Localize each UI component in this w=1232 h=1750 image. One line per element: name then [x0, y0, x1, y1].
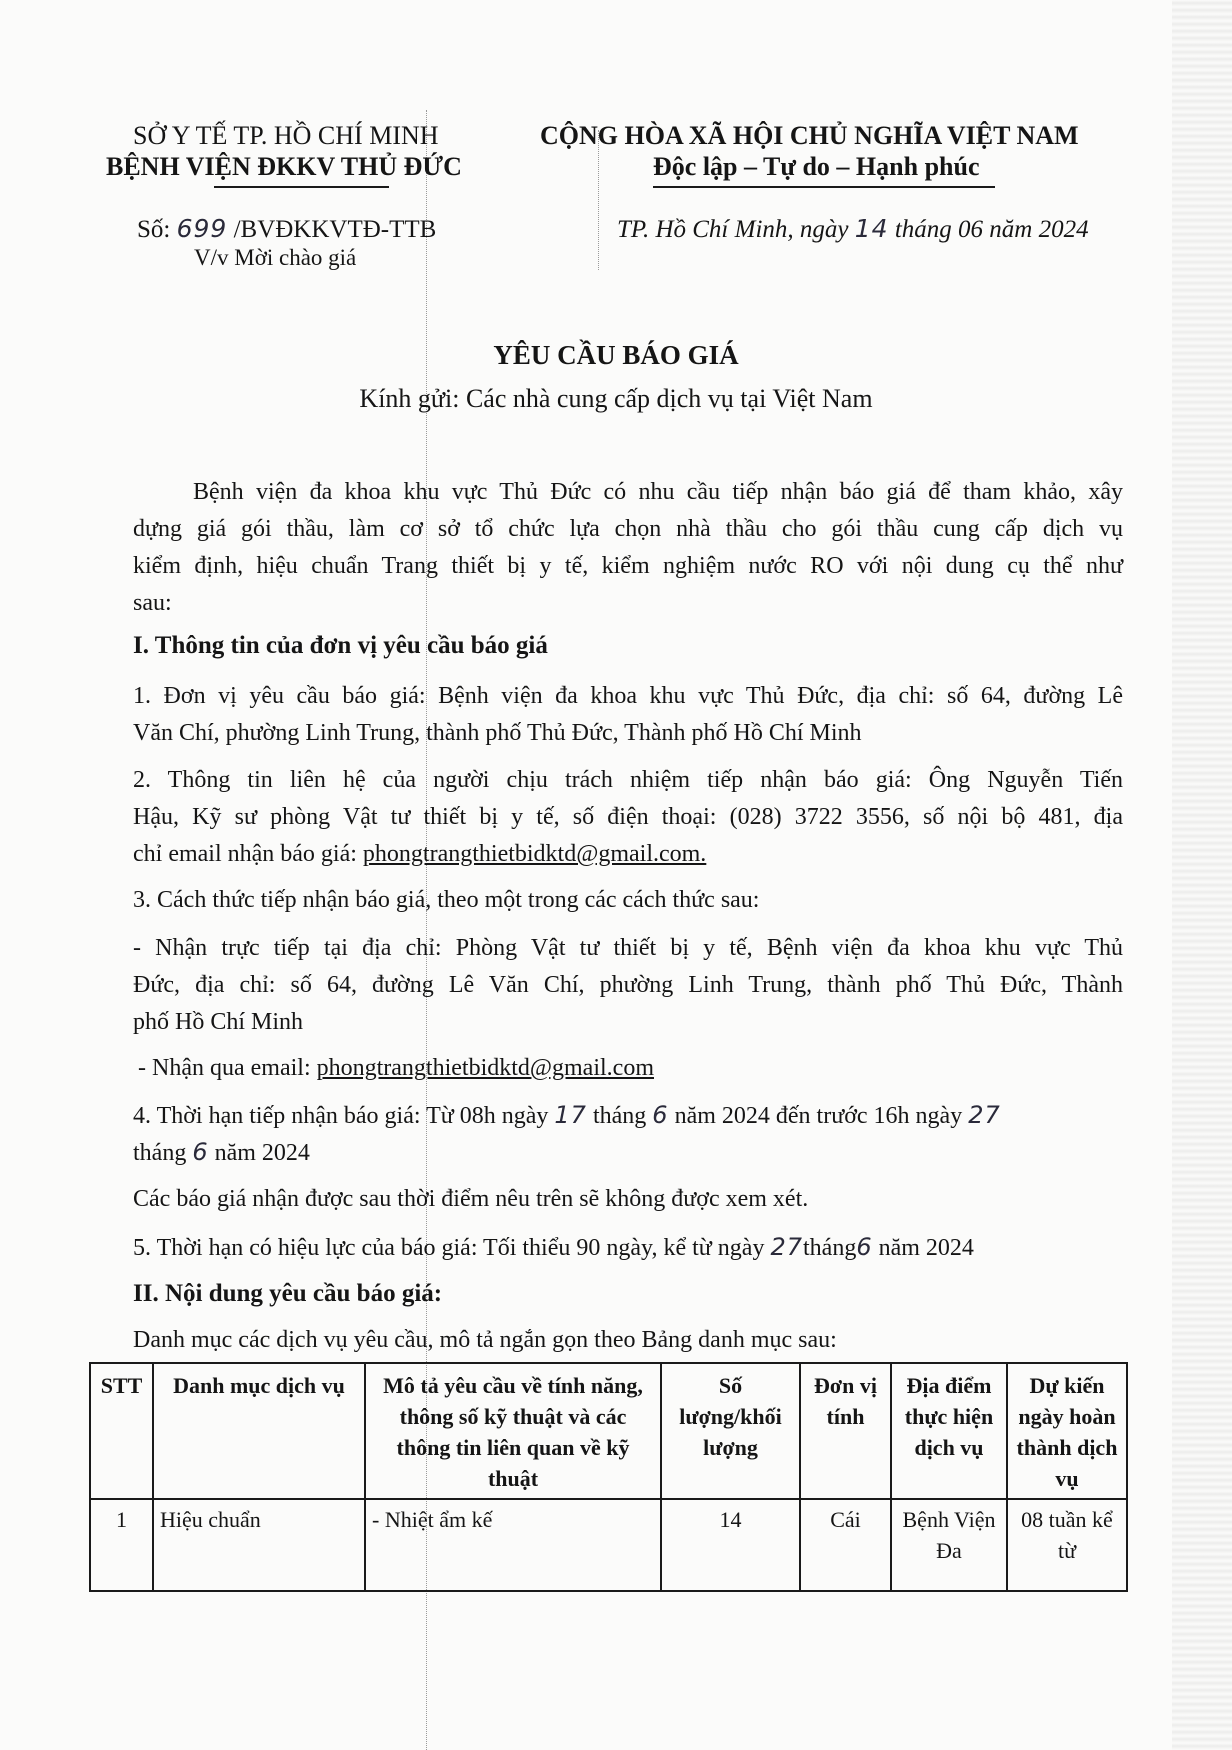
- document-title: YÊU CẦU BÁO GIÁ: [493, 340, 739, 370]
- section-heading: II. Nội dung yêu cầu báo giá:: [133, 1280, 443, 1307]
- col-header-service: Danh mục dịch vụ: [153, 1363, 365, 1499]
- table-intro: Danh mục các dịch vụ yêu cầu, mô tả ngắn gọn theo Bảng danh mục sau:: [133, 1327, 837, 1353]
- cell-location: Bệnh Viện Đa: [891, 1499, 1007, 1591]
- subject-line: V/v Mời chào giá: [194, 245, 357, 270]
- recipient-line: Kính gửi: Các nhà cung cấp dịch vụ tại Việt Nam: [359, 384, 873, 413]
- contact-email-link[interactable]: phongtrangthietbidktd@gmail.com.: [362, 841, 707, 867]
- info-item-3: 3. Cách thức tiếp nhận báo giá, theo một trong các cách thức sau:: [133, 887, 760, 913]
- info-item-1: Văn Chí, phường Linh Trung, thành phố Thủ Đức, Thành phố Hồ Chí Minh: [133, 720, 862, 746]
- info-item-2: chỉ email nhận báo giá: phongtrangthietbidktd@gmail.com.: [133, 841, 707, 867]
- handwritten-month: 6: [192, 1138, 209, 1166]
- col-header-completion: Dự kiến ngày hoàn thành dịch vụ: [1007, 1363, 1127, 1499]
- info-item-2: Hậu, Kỹ sư phòng Vật tư thiết bị y tế, số điện thoại: (028) 3722 3556, số nội bộ 481, địa: [133, 804, 1123, 830]
- col-header-unit: Đơn vị tính: [800, 1363, 891, 1499]
- info-item-3a: Đức, địa chỉ: số 64, đường Lê Văn Chí, phường Linh Trung, thành phố Thủ Đức, Thành: [133, 972, 1123, 998]
- cell-unit: Cái: [800, 1499, 891, 1591]
- info-item-5: 5. Thời hạn có hiệu lực của báo giá: Tối thiểu 90 ngày, kể từ ngày 27tháng6 năm 2024: [133, 1233, 974, 1261]
- info-item-3a: phố Hồ Chí Minh: [133, 1009, 304, 1035]
- info-item-4: 4. Thời hạn tiếp nhận báo giá: Từ 08h ngày 17 tháng 6 năm 2024 đến trước 16h ngày 27: [133, 1101, 1001, 1129]
- national-motto: Độc lập – Tự do – Hạnh phúc: [653, 152, 980, 181]
- handwritten-day: 14: [854, 214, 889, 243]
- service-table: [89, 1362, 1128, 1592]
- motto-underline: [653, 186, 995, 188]
- info-item-3b: - Nhận qua email: phongtrangthietbidktd@gmail.com: [138, 1055, 654, 1081]
- cell-quantity: 14: [661, 1499, 800, 1591]
- issue-date: TP. Hồ Chí Minh, ngày 14 tháng 06 năm 2024: [617, 214, 1089, 243]
- handwritten-day: 27: [770, 1233, 803, 1261]
- handwritten-day: 27: [968, 1101, 1001, 1129]
- handwritten-number: 699: [176, 214, 228, 243]
- cell-completion: 08 tuần kể từ: [1007, 1499, 1127, 1591]
- national-title: CỘNG HÒA XÃ HỘI CHỦ NGHĨA VIỆT NAM: [540, 121, 1079, 150]
- intro-line: dựng giá gói thầu, làm cơ sở tổ chức lựa chọn nhà thầu cho gói thầu cung cấp dịch vụ: [133, 516, 1123, 542]
- scan-edge-noise: [1172, 0, 1232, 1750]
- cell-description: - Nhiệt ẩm kế: [365, 1499, 661, 1591]
- intro-line: Bệnh viện đa khoa khu vực Thủ Đức có nhu cầu tiếp nhận báo giá để tham khảo, xây: [193, 479, 1123, 505]
- table-row: [90, 1499, 1127, 1591]
- fold-line: [598, 130, 599, 270]
- intro-line: kiểm định, hiệu chuẩn Trang thiết bị y tế, kiểm nghiệm nước RO với nội dung cụ thể như: [133, 553, 1123, 579]
- handwritten-month: 6: [856, 1233, 873, 1261]
- col-header-description: Mô tả yêu cầu về tính năng, thông số kỹ thuật và các thông tin liên quan về kỹ thuật: [365, 1363, 661, 1499]
- org-name: SỞ Y TẾ TP. HỒ CHÍ MINH: [133, 121, 439, 150]
- section-heading: I. Thông tin của đơn vị yêu cầu báo giá: [133, 632, 548, 659]
- info-item-4: tháng 6 năm 2024: [133, 1138, 310, 1166]
- col-header-quantity: Số lượng/khối lượng: [661, 1363, 800, 1499]
- info-item-3a: - Nhận trực tiếp tại địa chỉ: Phòng Vật tư thiết bị y tế, Bệnh viện đa khoa khu vực Thủ: [133, 935, 1123, 961]
- hospital-name-underline: [214, 186, 389, 188]
- intro-line: sau:: [133, 590, 172, 616]
- handwritten-day: 17: [554, 1101, 587, 1129]
- col-header-stt: STT: [90, 1363, 153, 1499]
- late-note: Các báo giá nhận được sau thời điểm nêu trên sẽ không được xem xét.: [133, 1186, 809, 1212]
- hospital-name: BỆNH VIỆN ĐKKV THỦ ĐỨC: [106, 152, 462, 181]
- col-header-location: Địa điểm thực hiện dịch vụ: [891, 1363, 1007, 1499]
- cell-service: Hiệu chuẩn: [153, 1499, 365, 1591]
- info-item-1: 1. Đơn vị yêu cầu báo giá: Bệnh viện đa khoa khu vực Thủ Đức, địa chỉ: số 64, đường Lê: [133, 683, 1123, 709]
- table-header-row: [90, 1363, 1127, 1499]
- handwritten-month: 6: [652, 1101, 669, 1129]
- info-item-2: 2. Thông tin liên hệ của người chịu trách nhiệm tiếp nhận báo giá: Ông Nguyễn Tiến: [133, 767, 1123, 793]
- email-link[interactable]: phongtrangthietbidktd@gmail.com: [316, 1055, 654, 1081]
- document-number: Số: 699 /BVĐKKVTĐ-TTB: [137, 214, 437, 243]
- cell-stt: 1: [90, 1499, 153, 1591]
